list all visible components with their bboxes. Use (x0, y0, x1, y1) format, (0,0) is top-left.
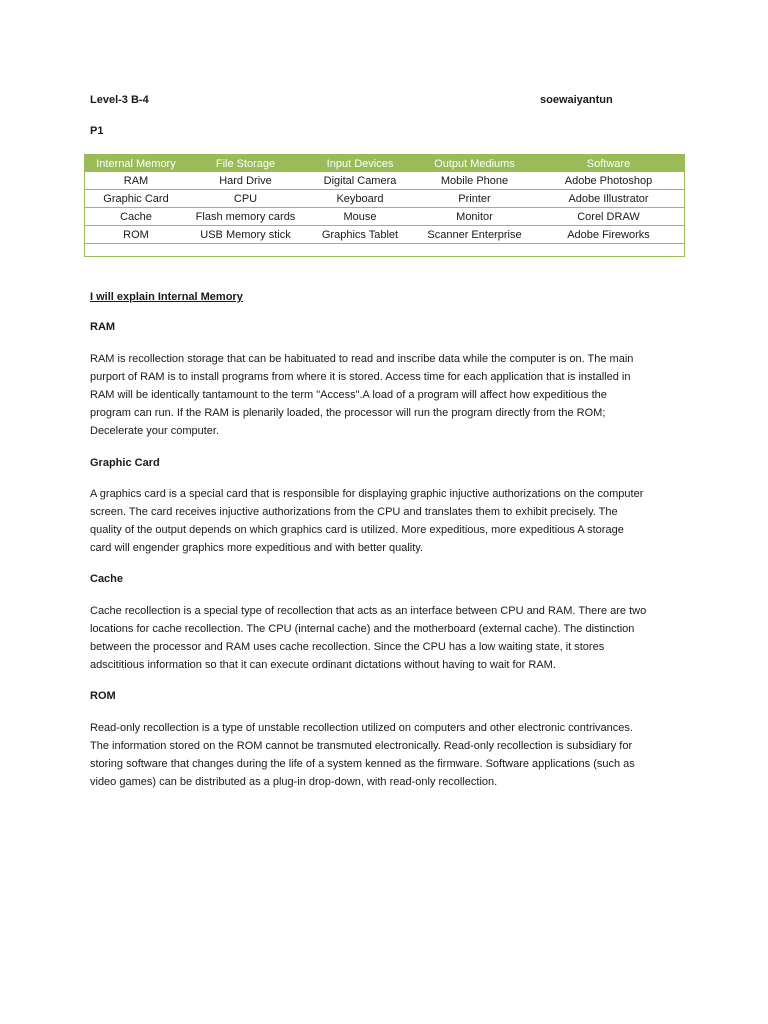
paragraph-line: adscititious information so that it can execute ordinant dictations without having to wait for RAM. (90, 659, 556, 671)
table-cell: Mouse (343, 210, 377, 223)
paragraph-line: card will engender graphics more expeditious and with better quality. (90, 542, 424, 554)
column-header: Output Mediums (416, 155, 533, 172)
table-cell: CPU (187, 190, 304, 208)
header-left: Level-3 B-4 (90, 94, 149, 106)
paragraph-line: between the processor and RAM uses cache recollection. Since the CPU has a low waiting state, it stores (90, 641, 605, 653)
paragraph-line: Read-only recollection is a type of unstable recollection utilized on computers and other electronic contrivances. (90, 722, 633, 734)
table-cell: ROM (85, 226, 187, 244)
header-right: soewaiyantun (540, 94, 613, 106)
section-title-ram: RAM (90, 321, 116, 333)
table-cell: Flash memory cards (195, 210, 296, 223)
column-header: Internal Memory (85, 155, 187, 172)
column-header: File Storage (187, 155, 304, 172)
paragraph-graphic-card (90, 485, 680, 557)
paragraph-line: locations for cache recollection. The CPU (internal cache) and the motherboard (external cache). The distinction (90, 623, 635, 635)
table-cell: Monitor (456, 210, 493, 223)
paragraph-line: quality of the output depends on which graphics card is utilized. More expeditious, more expeditious A storage (90, 524, 624, 536)
table-cell: Digital Camera (323, 174, 397, 187)
table-cell: Corel DRAW (577, 210, 640, 223)
section-title-graphic-card: Graphic Card (90, 457, 160, 469)
table-header-row (85, 155, 684, 172)
table-cell: Graphic Card (85, 190, 187, 208)
intro-heading: I will explain Internal Memory (90, 291, 243, 303)
paragraph-cache (90, 602, 680, 674)
section-title-rom: ROM (90, 690, 116, 702)
paragraph-line: purport of RAM is to install programs from where it is stored. Access time for each application that is installed in (90, 371, 631, 383)
section-label: P1 (90, 125, 104, 137)
paragraph-line: Cache recollection is a special type of recollection that acts as an interface between CPU and RAM. There are two (90, 605, 647, 617)
table-cell: RAM (123, 174, 149, 187)
paragraph-ram (90, 350, 680, 440)
table-row (85, 208, 684, 226)
table-row (85, 172, 684, 190)
table-cell: Printer (416, 190, 533, 208)
paragraph-line: The information stored on the ROM cannot be transmuted electronically. Read-only recollection is subsidiary for (90, 740, 633, 752)
table-cell: Adobe Photoshop (564, 174, 653, 187)
table-cell: Adobe Illustrator (533, 190, 684, 208)
table-cell: Adobe Fireworks (533, 226, 684, 244)
paragraph-line: storing software that changes during the life of a system kenned as the firmware. Software applications (such as (90, 758, 635, 770)
paragraph-line: program can run. If the RAM is plenarily loaded, the processor will run the program directly from the ROM; (90, 407, 606, 419)
column-header: Software (533, 155, 684, 172)
paragraph-line: RAM will be identically tantamount to the term "Access".A load of a program will affect how expeditious the (90, 389, 607, 401)
column-header: Input Devices (304, 155, 416, 172)
table-cell: Mobile Phone (440, 174, 509, 187)
table-cell: USB Memory stick (187, 226, 304, 244)
table-row (85, 190, 684, 208)
table-cell: Hard Drive (219, 174, 272, 187)
paragraph-rom (90, 719, 680, 791)
section-title-cache: Cache (90, 573, 124, 585)
table-cell: Scanner Enterprise (416, 226, 533, 244)
table-row (85, 226, 684, 244)
paragraph-line: Decelerate your computer. (90, 425, 220, 437)
paragraph-line: RAM is recollection storage that can be habituated to read and inscribe data while the computer is on. The main (90, 353, 634, 365)
paragraph-line: A graphics card is a special card that is responsible for displaying graphic injuctive authorizations on the computer (90, 488, 644, 500)
device-table (84, 154, 685, 257)
table-cell: Graphics Tablet (304, 226, 416, 244)
paragraph-line: screen. The card receives injuctive authorizations from the CPU and translates them to exhibit precisely. The (90, 506, 618, 518)
table-cell: Cache (120, 210, 152, 223)
table-cell: Keyboard (304, 190, 416, 208)
paragraph-line: video games) can be distributed as a plug-in drop-down, with read-only recollection. (90, 776, 498, 788)
